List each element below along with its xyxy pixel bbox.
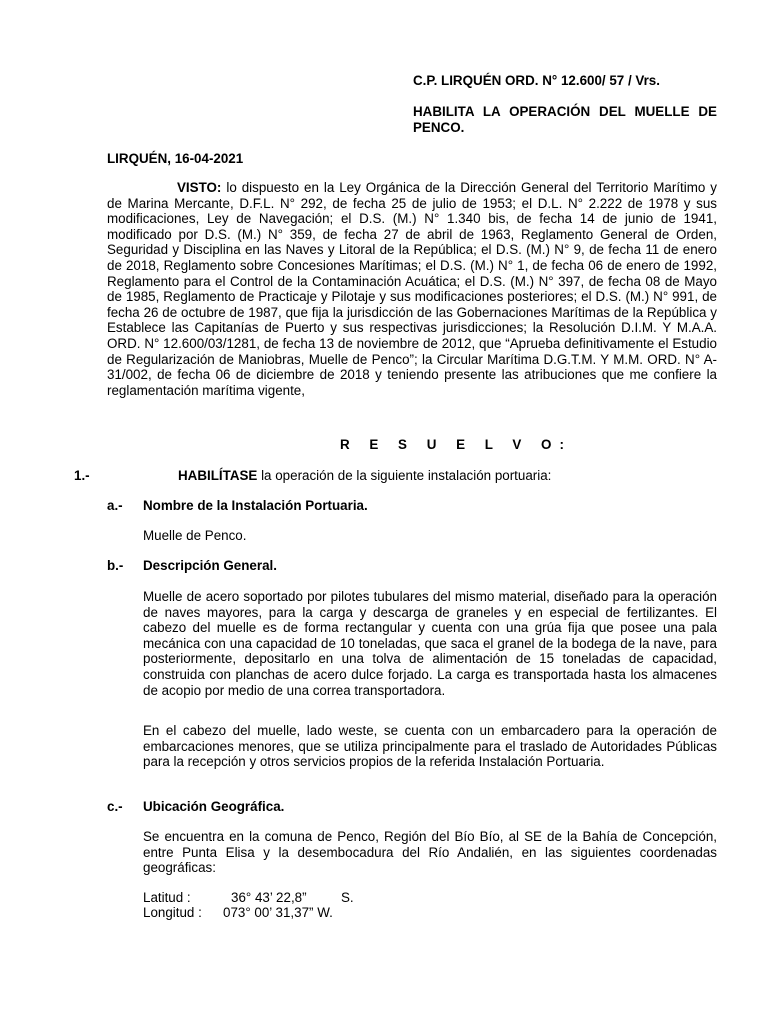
latitude-row xyxy=(143,890,354,906)
item-1-text xyxy=(178,468,551,484)
latitude-value: 36° 43’ 22,8” xyxy=(231,890,307,905)
visto-text: lo dispuesto en la Ley Orgánica de la Dirección General del Territorio Marítimo y de Marina Mercante, D.F.L. N° 292, de fecha 25 de julio de 1953; el D.L. N° 2.222 de 1978 y sus modificaciones, Ley de Navegación; el D.S. (M.) N° 1.340 bis, de fecha 14 de junio de 1941, modificado por D.S. (M.) N° 359, de fecha 27 de abril de 1963, Reglamento General de Orden, Seguridad y Disciplina en las Naves y Litoral de la República; el D.S. (M.) N° 9, de fecha 11 de enero de 2018, Reglamento sobre Concesiones Marítimas; el D.S. (M.) N° 1, de fecha 06 de enero de 1992, Reglamento para el Control de la Contaminación Acuática; el D.S. (M.) N° 397, de fecha 08 de Mayo de 1985, Reglamento de Practicaje y Pilotaje y sus modificaciones posteriores; el D.S. (M.) N° 991, de fecha 26 de octubre de 1987, que fija la jurisdicción de las Gobernaciones Marítimas de la República y Establece las Capitanías de Puerto y sus respectivas jurisdicciones; la Resolución D.I.M. Y M.A.A. ORD. N° 12.600/03/1281, de fecha 13 de noviembre de 2012, que “Aprueba definitivamente el Estudio de Regularización de Maniobras, Muelle de Penco”; la Circular Marítima D.G.T.M. Y M.M. ORD. N° A-31/002, de fecha 06 de diciembre de 2018 y teniendo presente las atribuciones que me confiere la reglamentación marítima vigente, xyxy=(107,180,717,398)
date-line: LIRQUÉN, 16-04-2021 xyxy=(107,151,244,166)
latitude-hemisphere: S. xyxy=(341,890,354,905)
longitude-label: Longitud : xyxy=(143,905,202,920)
section-b-paragraph-2: En el cabezo del muelle, lado weste, se cuenta con un embarcadero para la operación de embarcaciones menores, que se utiliza principalmente para el traslado de Autoridades Públicas para la recepción y otros servicios propios de la referida Instalación Portuaria. xyxy=(143,723,717,770)
item-1-keyword: HABILÍTASE xyxy=(178,468,258,483)
section-b-letter: b.- xyxy=(107,558,124,573)
document-subject: HABILITA LA OPERACIÓN DEL MUELLE DE PENCO. xyxy=(413,104,717,135)
section-b-paragraph-1: Muelle de acero soportado por pilotes tubulares del mismo material, diseñado para la operación de naves mayores, para la carga y descarga de graneles y en especial de fertilizantes. El cabezo del muelle es de forma rectangular y cuenta con una grúa fija que posee una pala mecánica con una capacidad de 10 toneladas, que saca el granel de la bodega de la nave, para posteriormente, depositarlo en una tolva de alimentación de 15 toneladas de capacidad, construida con planchas de acero dulce forjado. La carga es transportada hasta los almacenes de acopio por medio de una correa transportadora. xyxy=(143,589,717,698)
section-c-letter: c.- xyxy=(107,799,123,814)
visto-paragraph xyxy=(107,180,717,398)
item-1-body: la operación de la siguiente instalación portuaria: xyxy=(257,468,552,483)
document-reference: C.P. LIRQUÉN ORD. N° 12.600/ 57 / Vrs. xyxy=(413,73,660,88)
section-b-title: Descripción General. xyxy=(143,558,277,573)
visto-label: VISTO: xyxy=(177,180,222,195)
resuelvo-heading: R E S U E L V O: xyxy=(340,437,572,452)
latitude-label: Latitud : xyxy=(143,890,191,905)
section-a-body: Muelle de Penco. xyxy=(143,528,247,543)
section-c-body: Se encuentra en la comuna de Penco, Región del Bío Bío, al SE de la Bahía de Concepción, entre Punta Elisa y la desembocadura del Río Andalién, en las siguientes coordenadas geográficas: xyxy=(143,829,717,876)
section-a-title: Nombre de la Instalación Portuaria. xyxy=(143,498,368,513)
section-a-letter: a.- xyxy=(107,498,123,513)
longitude-value: 073° 00’ 31,37” W. xyxy=(223,905,333,920)
section-c-title: Ubicación Geográfica. xyxy=(143,799,285,814)
item-1-number: 1.- xyxy=(74,468,90,483)
longitude-row xyxy=(143,905,333,921)
